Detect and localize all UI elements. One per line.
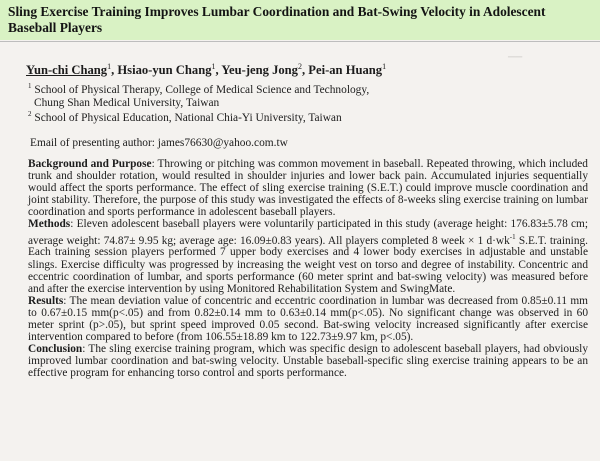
author-sup: 1 — [107, 62, 112, 71]
author: Yeu-jeng Jong — [221, 63, 298, 78]
bleed-through-mark: ── — [508, 52, 523, 63]
section-heading: Conclusion — [28, 343, 83, 356]
section-heading: Methods — [28, 218, 71, 231]
section-heading: Results — [28, 294, 64, 307]
paper-title: Sling Exercise Training Improves Lumbar Coordination and Bat-Swing Velocity in Adolescent Baseball Players — [8, 4, 546, 35]
results-paragraph — [28, 295, 588, 343]
abstract-body — [28, 158, 588, 379]
author: Hsiao-yun Chang — [117, 63, 212, 78]
methods-paragraph — [28, 218, 588, 294]
author: Pei-an Huang — [308, 63, 383, 78]
section-text: : Throwing or pitching was common movement in baseball. Repeated throwing, which included trunk and shoulder rotation, would resulted in shoulder injuries and lower back pain. Accumulated injuries sequentially would affect the sports performance. The effect of sling exercise training (S.E.T.) could improve muscle coordination and joint stability. Therefore, the purpose of this study was investigated the effects of 8-weeks sling exercise training on lumbar coordination and sports performance in adolescent baseball players. — [28, 158, 588, 219]
author-sup: 2 — [297, 62, 302, 71]
author-sup: 1 — [211, 62, 216, 71]
presenting-author-email: Email of presenting author: james76630@yahoo.com.tw — [30, 137, 288, 149]
section-text: : The sling exercise training program, which was specific design to adolescent baseball players, had obviously improved lumbar coordination and bat-swing velocity. Unstable baseball-specific sling exercise training appears to be an effective program for enhancing torso control and sports performance. — [28, 343, 588, 380]
affiliation-1 — [28, 80, 369, 110]
methods-sup: -1 — [509, 232, 516, 241]
conclusion-paragraph — [28, 343, 588, 379]
affiliation-line: School of Physical Therapy, College of Medical Science and Technology, — [34, 83, 370, 96]
affiliation-sup: 1 — [28, 82, 32, 90]
author-sup: 1 — [382, 62, 387, 71]
affiliation-line: Chung Shan Medical University, Taiwan — [34, 96, 220, 109]
background-paragraph — [28, 158, 588, 218]
affiliation-sup: 2 — [28, 110, 32, 118]
section-heading: Background and Purpose — [28, 158, 152, 170]
author: Yun-chi Chang — [26, 63, 108, 78]
author-list: Yun-chi Chang$^1$, Hsiao-yun Chang$^1$, Yeu-jeng Jong$^2$, Pei-an Huang$^1$ — [26, 62, 387, 78]
affiliation-line: School of Physical Education, National Chia-Yi University, Taiwan — [34, 111, 342, 124]
section-text: : The mean deviation value of concentric and eccentric coordination in lumbar was decreased from 0.85±0.11 mm to 0.67±0.15 mm(p<.05) and from 0.82±0.14 mm to 0.63±0.14 mm(p<.05). No significant change was observed in 60 meter sprint (p>.05), but sprint speed improved 0.05 second. Bat-swing velocity increased significantly after exercise intervention compared to before (from 106.55±18.89 km to 122.73±9.97 km, p<.05). — [28, 294, 588, 344]
section-text: S.E.T. training. Each training session players performed 7 upper body exercises and 4 lower body exercises in adjustable and unstable slings. Exercise difficulty was progressed by increasing the weight vest on torso and degree of instability. Concentric and eccentric coordination of lumbar, and sports performance (60 meter sprint and bat-swing velocity) was measured before and after the exercise intervention by using Monitored Rehabilitation System and SwingMate. — [28, 234, 588, 295]
divider — [0, 41, 600, 42]
affiliation-2 — [28, 108, 342, 125]
section-text: : Eleven adolescent baseball players were voluntarily participated in this study (average height: 176.83±5.78 cm; average weight: 74.87± 9.95 kg; average age: 16.09±0.83 years). All players completed 8 week × 1 d·wk — [28, 218, 588, 247]
